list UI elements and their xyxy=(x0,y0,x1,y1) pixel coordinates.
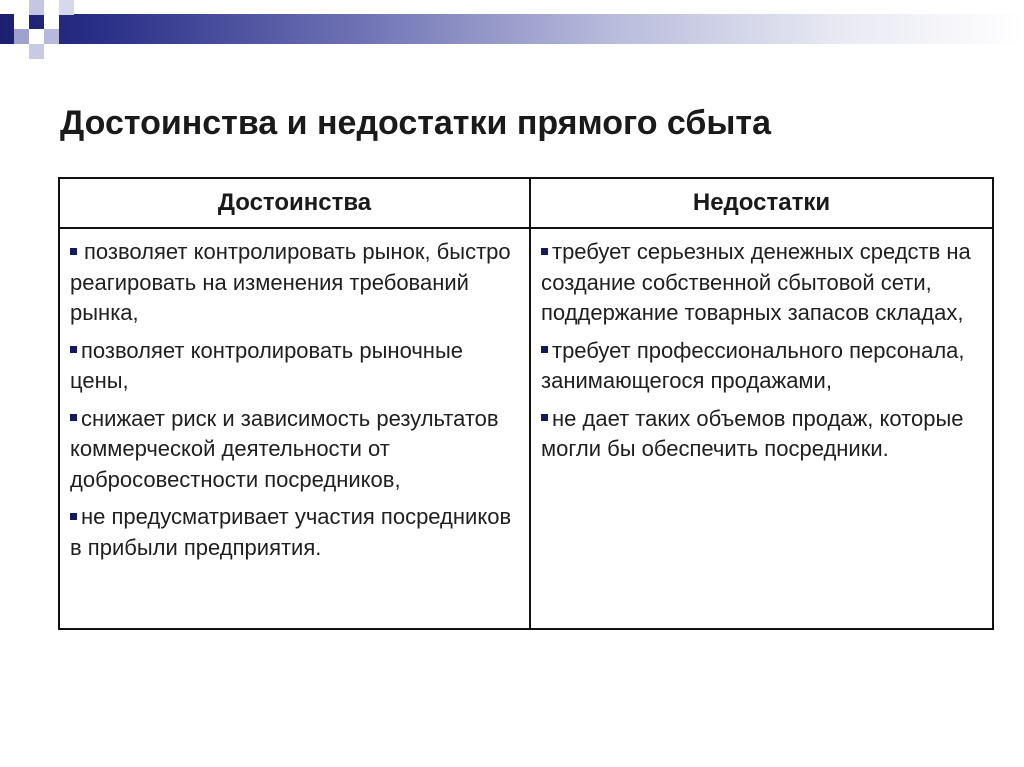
decor-square xyxy=(29,44,44,59)
list-item xyxy=(70,404,519,496)
list-item xyxy=(541,237,982,329)
list-item-text: требует серьезных денежных средств на создание собственной сбытовой сети, поддержание товарных запасов складах, xyxy=(541,239,971,325)
header-gradient-band xyxy=(0,14,1024,44)
list-item-text: позволяет контролировать рыночные цены, xyxy=(70,337,463,393)
decor-square xyxy=(14,14,29,29)
square-bullet-icon xyxy=(541,414,548,421)
decor-square xyxy=(44,14,59,29)
disadvantages-cell xyxy=(530,228,992,628)
list-item-text: не предусматривает участия посредников в прибыли предприятия. xyxy=(70,504,512,560)
disadvantages-list xyxy=(541,237,982,465)
decor-square xyxy=(29,29,44,44)
list-item xyxy=(541,336,982,397)
list-item-text: не дает таких объемов продаж, которые могли бы обеспечить посредники. xyxy=(541,405,964,461)
slide-title: Достоинства и недостатки прямого сбыта xyxy=(60,104,771,142)
square-bullet-icon xyxy=(70,346,77,353)
square-bullet-icon xyxy=(541,346,548,353)
list-item xyxy=(70,336,519,397)
comparison-table xyxy=(58,177,994,630)
decor-square xyxy=(29,0,44,15)
decor-square xyxy=(59,0,74,15)
square-bullet-icon xyxy=(70,513,77,520)
list-item xyxy=(70,237,519,329)
advantages-cell xyxy=(60,228,530,628)
list-item-text: позволяет контролировать рынок, быстро реагировать на изменения требований рынка, xyxy=(70,239,511,325)
disadvantages-header: Недостатки xyxy=(530,179,992,228)
decor-square xyxy=(44,29,59,44)
square-bullet-icon xyxy=(70,414,77,421)
table-header-row xyxy=(60,179,992,228)
advantages-header: Достоинства xyxy=(60,179,530,228)
square-bullet-icon xyxy=(541,248,548,255)
decor-square xyxy=(14,29,29,44)
table-row xyxy=(60,228,992,628)
list-item xyxy=(541,404,982,465)
comparison-table-grid xyxy=(60,179,992,628)
list-item xyxy=(70,502,519,563)
square-bullet-icon xyxy=(70,248,77,255)
list-item-text: требует профессионального персонала, занимающегося продажами, xyxy=(541,337,965,393)
list-item-text: снижает риск и зависимость результатов коммерческой деятельности от добросовестности посредников, xyxy=(70,405,499,492)
advantages-list xyxy=(70,237,519,563)
